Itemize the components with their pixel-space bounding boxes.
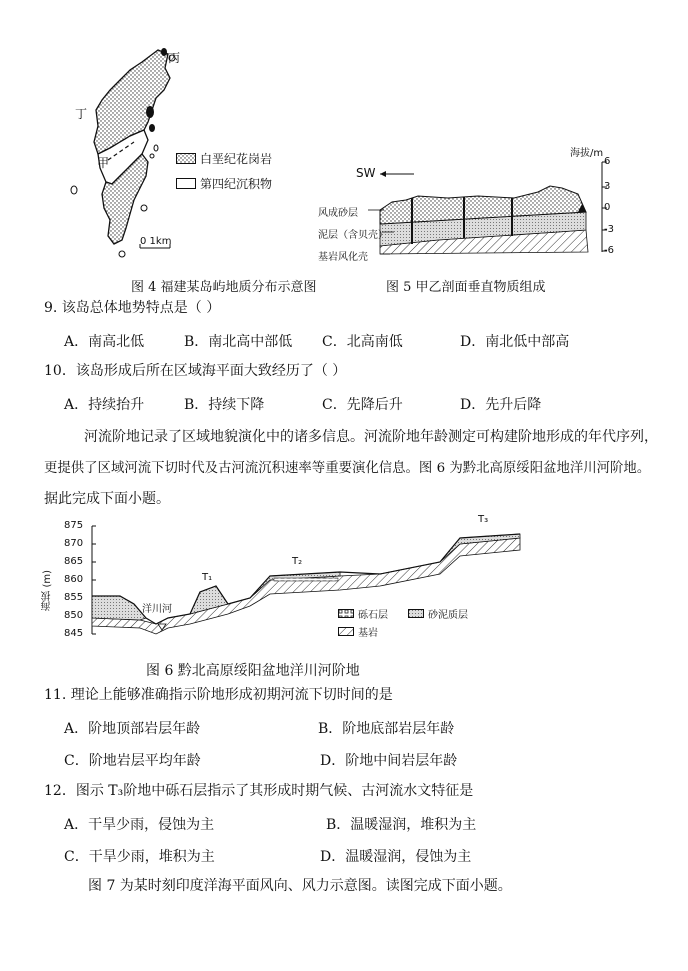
- q11-option-b[interactable]: B．阶地底部岩层年龄: [318, 721, 455, 737]
- label-ding: 丁: [75, 107, 88, 121]
- fig6-tick: 875: [64, 520, 84, 531]
- q9-option-a[interactable]: A．南高北低: [64, 334, 145, 350]
- islet: [154, 145, 158, 151]
- fig7-intro: 图 7 为某时刻印度洋海平面风向、风力示意图。读图完成下面小题。: [88, 878, 512, 894]
- islet: [141, 205, 147, 211]
- fig6-profile: [40, 514, 530, 650]
- q9-option-c[interactable]: C．北高南低: [322, 334, 403, 350]
- q12-option-c[interactable]: C．干旱少雨，堆积为主: [64, 849, 215, 865]
- fig5-tick: 6: [604, 156, 611, 167]
- fig5-y-title: 海拔/m: [570, 148, 604, 159]
- q10-option-c[interactable]: C．先降后升: [322, 397, 403, 413]
- q9-option-d[interactable]: D．南北低中部高: [460, 334, 570, 350]
- islet: [149, 124, 155, 132]
- scale-label: 0 1km: [140, 236, 172, 247]
- fig5-tick: 0: [604, 202, 611, 213]
- q10-stem: 10．该岛形成后所在区域海平面大致经历了（ ）: [44, 363, 347, 379]
- q11-option-a[interactable]: A．阶地顶部岩层年龄: [64, 721, 201, 737]
- fig5-tick: -3: [604, 224, 614, 235]
- islet: [161, 48, 167, 56]
- islet: [71, 186, 77, 194]
- islet: [150, 154, 154, 158]
- fig6-tick: 855: [64, 592, 84, 603]
- intro-line-3: 据此完成下面小题。: [44, 491, 170, 507]
- fig6-tick: 865: [64, 556, 84, 567]
- fig5-tick: -6: [604, 245, 614, 256]
- fig5-direction: SW: [356, 166, 376, 180]
- fig6-t2: T₂: [292, 556, 303, 567]
- q12-option-d[interactable]: D．温暖湿润，侵蚀为主: [320, 849, 472, 865]
- fig5-layer-bedrock: 基岩风化壳: [318, 252, 368, 263]
- q10-option-b[interactable]: B．持续下降: [184, 397, 265, 413]
- q11-option-d[interactable]: D．阶地中间岩层年龄: [320, 753, 458, 769]
- q11-stem: 11. 理论上能够准确指示阶地形成初期河流下切时间的是: [44, 687, 393, 703]
- fig6-y-title: 海拔 (m): [42, 570, 53, 611]
- intro-line-2: 更提供了区域河流下切时代及古河流沉积速率等重要演化信息。图 6 为黔北高原绥阳盆地洋川河阶地。: [44, 461, 651, 476]
- q9-option-b[interactable]: B．南北高中部低: [184, 334, 293, 350]
- legend-item-sediment: 第四纪沉积物: [176, 175, 272, 192]
- fig6-caption: 图 6 黔北高原绥阳盆地洋川河阶地: [146, 663, 360, 679]
- label-jia: 甲: [97, 156, 110, 170]
- q11-option-c[interactable]: C．阶地岩层平均年龄: [64, 753, 201, 769]
- fig6-tick: 860: [64, 574, 84, 585]
- fig5-layer-sand: 风成砂层: [318, 208, 358, 219]
- fig6-t3: T₃: [478, 514, 489, 525]
- fig5-profile: [318, 140, 618, 268]
- intro-line-1: 河流阶地记录了区域地貌演化中的诸多信息。河流阶地年龄测定可构建阶地形成的年代序列，: [84, 429, 658, 445]
- q12-option-b[interactable]: B．温暖湿润，堆积为主: [326, 817, 477, 833]
- fig6-river-label: 洋川河: [142, 604, 172, 615]
- fig6-tick: 845: [64, 628, 84, 639]
- q12-stem: 12．图示 T₃阶地中砾石层指示了其形成时期气候、古河流水文特征是: [44, 783, 474, 799]
- fig5-layer-mud: 泥层（含贝壳）: [318, 230, 388, 241]
- q12-option-a[interactable]: A．干旱少雨，侵蚀为主: [64, 817, 215, 833]
- legend-item-granite: 白垩纪花岗岩: [176, 150, 272, 167]
- islet: [119, 251, 125, 257]
- fig5-caption: 图 5 甲乙剖面垂直物质组成: [386, 280, 546, 295]
- fig5-tick: 3: [604, 181, 611, 192]
- q10-option-d[interactable]: D．先升后降: [460, 397, 542, 413]
- fig6-tick: 850: [64, 610, 84, 621]
- islet: [146, 106, 154, 118]
- fig6-t1: T₁: [202, 572, 213, 583]
- q10-option-a[interactable]: A．持续抬升: [64, 397, 145, 413]
- q9-stem: 9. 该岛总体地势特点是（ ）: [44, 300, 221, 316]
- fig4-caption: 图 4 福建某岛屿地质分布示意图: [131, 280, 317, 295]
- fig6-legend-gravel: 砾石层: [338, 606, 388, 621]
- fig6-legend-sandmud: 砂泥质层: [408, 606, 468, 621]
- label-bing: 丙: [168, 51, 181, 65]
- fig4-legend: [176, 150, 272, 192]
- fig6-tick: 870: [64, 538, 84, 549]
- fig6-legend-bedrock: 基岩: [338, 624, 378, 639]
